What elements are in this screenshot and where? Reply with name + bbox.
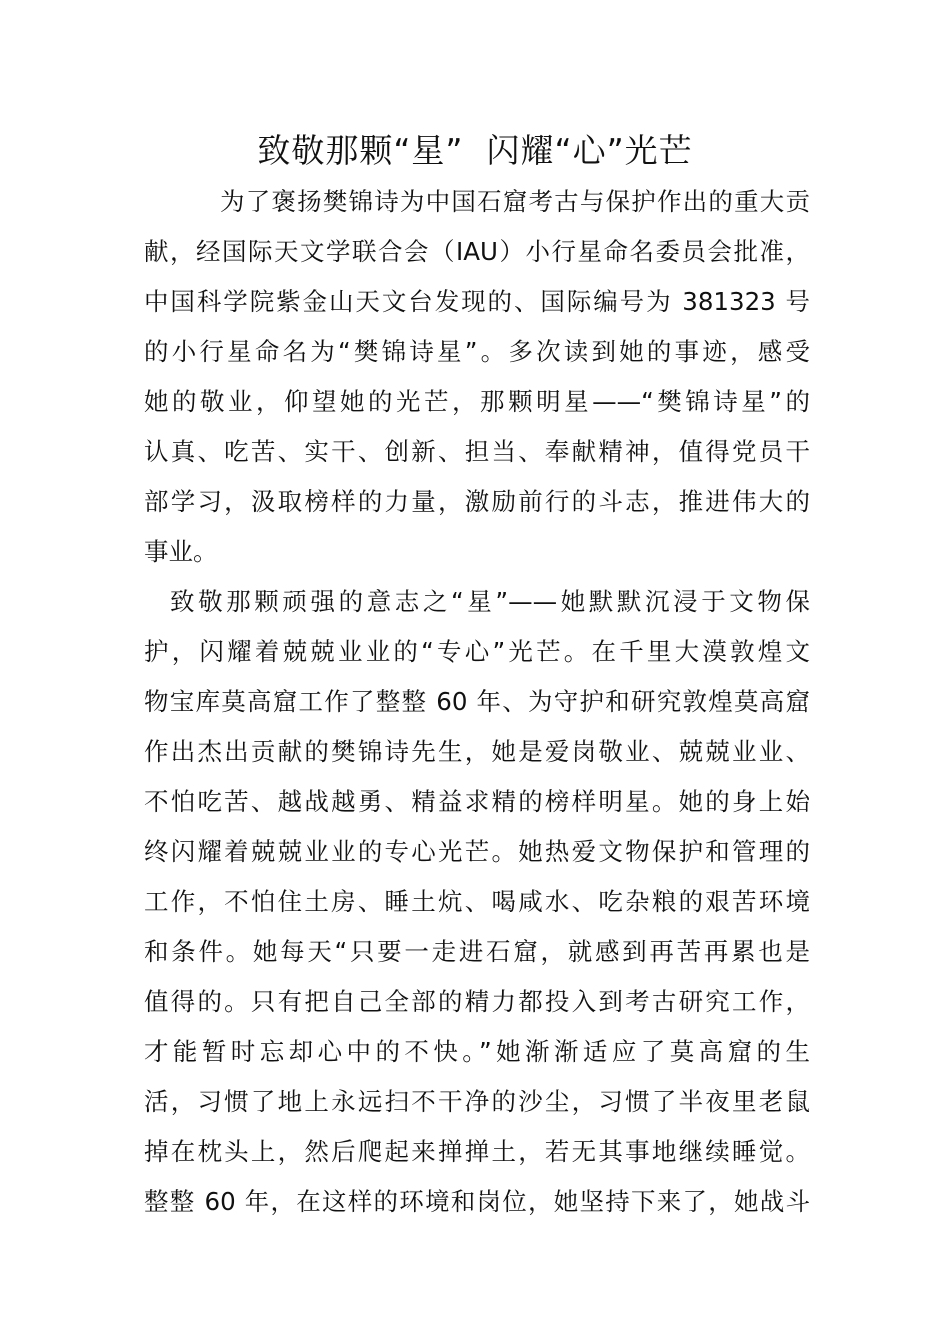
paragraph-line: 为了褒扬樊锦诗为中国石窟考古与保护作出的重大贡 xyxy=(220,187,810,216)
paragraph-line: 工作，不怕住土房、睡土炕、喝咸水、吃杂粮的艰苦环境 xyxy=(144,887,810,916)
paragraph-line: 致敬那颗顽强的意志之“星”——她默默沉浸于文物保 xyxy=(170,587,810,616)
paragraph-line: 物宝库莫高窟工作了整整 60 年、为守护和研究敦煌莫高窟 xyxy=(144,687,810,716)
paragraph-line: 整整 60 年，在这样的环境和岗位，她坚持下来了，她战斗 xyxy=(144,1187,810,1216)
paragraph-line: 和条件。她每天“只要一走进石窟，就感到再苦再累也是 xyxy=(144,937,810,966)
paragraph-line: 掉在枕头上，然后爬起来掸掸土，若无其事地继续睡觉。 xyxy=(144,1137,810,1166)
paragraph-line: 护，闪耀着兢兢业业的“专心”光芒。在千里大漠敦煌文 xyxy=(144,637,810,666)
paragraph-line: 活，习惯了地上永远扫不干净的沙尘，习惯了半夜里老鼠 xyxy=(144,1087,810,1116)
paragraph-line: 认真、吃苦、实干、创新、担当、奉献精神，值得党员干 xyxy=(144,437,810,466)
paragraph-line: 她的敬业，仰望她的光芒，那颗明星——“樊锦诗星”的 xyxy=(144,387,810,416)
paragraph-line: 不怕吃苦、越战越勇、精益求精的榜样明星。她的身上始 xyxy=(144,787,810,816)
paragraph-line: 才能暂时忘却心中的不快。”她渐渐适应了莫高窟的生 xyxy=(144,1037,810,1066)
paragraph-line: 事业。 xyxy=(144,537,218,566)
paragraph-line: 终闪耀着兢兢业业的专心光芒。她热爱文物保护和管理的 xyxy=(144,837,810,866)
paragraph-line: 献，经国际天文学联合会（IAU）小行星命名委员会批准， xyxy=(144,237,810,266)
paragraph-line: 部学习，汲取榜样的力量，激励前行的斗志，推进伟大的 xyxy=(144,487,810,516)
paragraph-line: 作出杰出贡献的樊锦诗先生，她是爱岗敬业、兢兢业业、 xyxy=(144,737,810,766)
paragraph-line: 值得的。只有把自己全部的精力都投入到考古研究工作， xyxy=(144,987,810,1016)
paragraph-line: 的小行星命名为“樊锦诗星”。多次读到她的事迹，感受 xyxy=(144,337,810,366)
document-title: 致敬那颗“星” 闪耀“心”光芒 xyxy=(257,131,693,170)
paragraph-line: 中国科学院紫金山天文台发现的、国际编号为 381323 号 xyxy=(144,287,810,316)
